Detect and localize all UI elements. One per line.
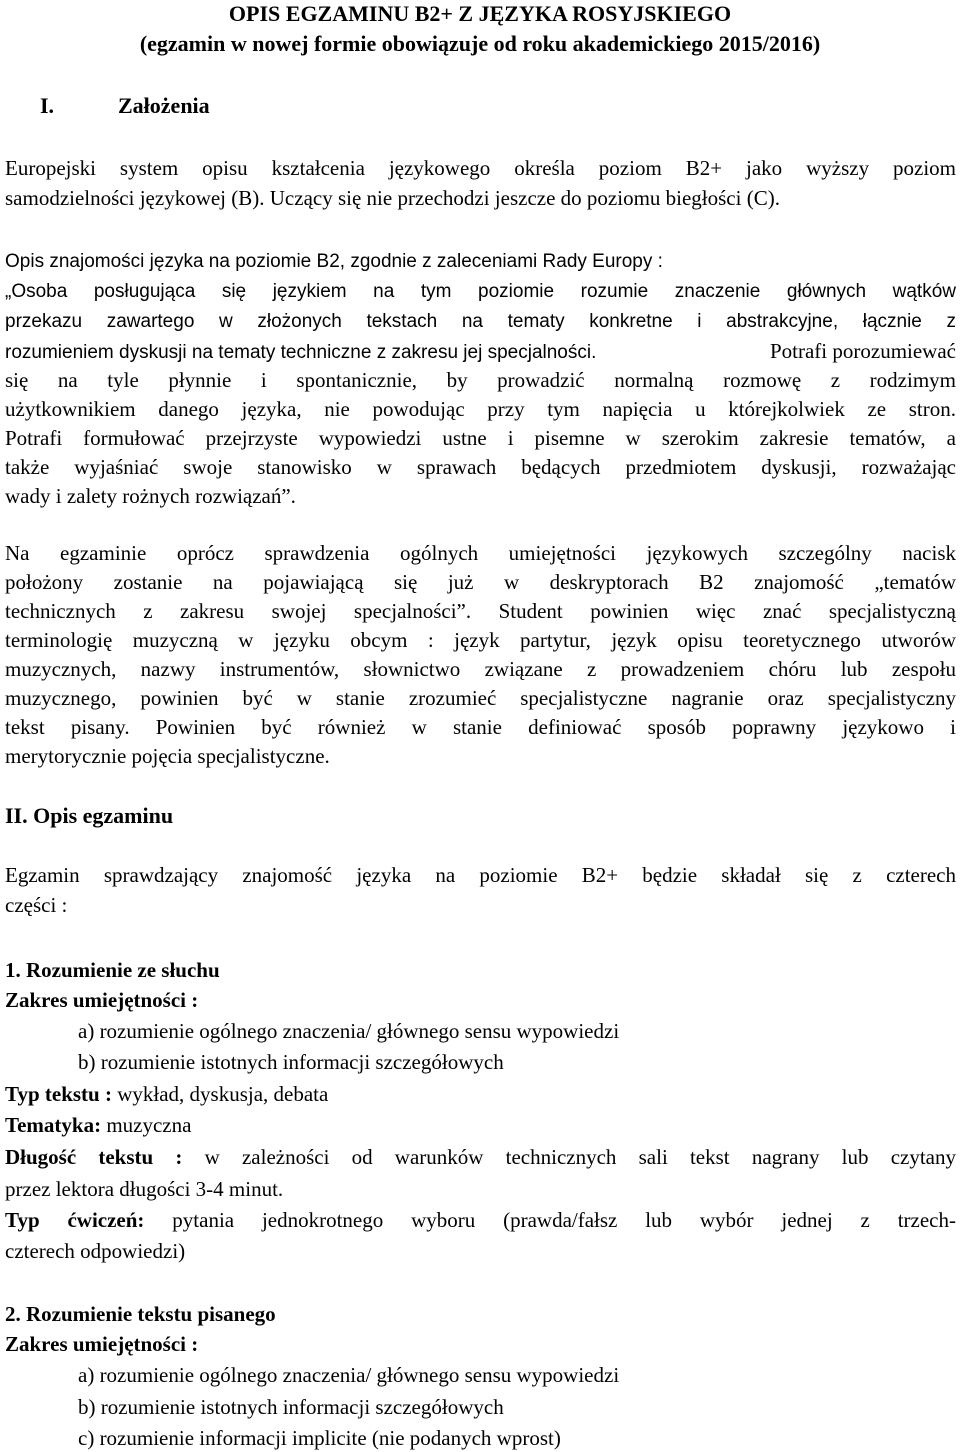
document-title: OPIS EGZAMINU B2+ Z JĘZYKA ROSYJSKIEGO [228, 1, 732, 26]
part-2-title: 2. Rozumienie tekstu pisanego [5, 1302, 276, 1326]
section-1-title: Założenia [118, 93, 210, 118]
part-2-scope-item: c) rozumienie informacji implicite (nie podanych wprost) [78, 1426, 561, 1450]
part-1-exercise-cont: czterech odpowiedzi) [5, 1239, 186, 1263]
part-1-topic [5, 1115, 191, 1136]
part-1-length-cont: przez lektora długości 3-4 minut. [5, 1177, 284, 1201]
section-2-title: II. Opis egzaminu [5, 803, 174, 828]
length-value: w zależności od warunków technicznych sali tekst nagrany lub czytany [182, 1145, 956, 1169]
council-line: się na tyle płynnie i spontanicznie, by prowadzić normalną rozmowę z rodzimym [5, 368, 956, 392]
exam-para-line: położony zostanie na pojawiającą się już w deskryptorach B2 znajomość „tematów [5, 570, 956, 594]
part-2-scope-label: Zakres umiejętności : [5, 1332, 199, 1356]
council-line: Potrafi formułować przejrzyste wypowiedzi ustne i pisemne w szerokim zakresie tematów, a [5, 426, 956, 450]
length-label: Długość tekstu : [5, 1145, 183, 1169]
exam-para-line: muzycznych, nazwy instrumentów, słownictwo związane z prowadzeniem chóru lub zespołu [5, 657, 956, 681]
part-1-scope-label: Zakres umiejętności : [5, 988, 199, 1012]
exam-para-line: muzycznego, powinien być w stanie zrozumieć specjalistyczne nagranie oraz specjalistyczny [5, 686, 956, 710]
council-line: Opis znajomości języka na poziomie B2, zgodnie z zaleceniami Rady Europy : [5, 251, 663, 272]
council-text-sans: rozumieniem dyskusji na tematy techniczne z zakresu jej specjalności. [5, 342, 597, 363]
text-type-value: wykład, dyskusja, debata [111, 1082, 329, 1106]
topic-value: muzyczna [101, 1113, 192, 1137]
council-line: „Osoba posługująca się językiem na tym poziomie rozumie znaczenie głównych wątków [5, 281, 956, 302]
part-1-length [5, 1147, 956, 1168]
exam-para-line: tekst pisany. Powinien być również w stanie definiować sposób poprawny językowo i [5, 715, 956, 739]
council-line: przekazu zawartego w złożonych tekstach na tematy konkretne i abstrakcyjne, łącznie z [5, 311, 956, 332]
part-1-exercise [5, 1210, 956, 1231]
document-subtitle: (egzamin w nowej formie obowiązuje od roku akademickiego 2015/2016) [139, 31, 821, 56]
part-1-text-type [5, 1084, 328, 1105]
exam-para-line: Na egzaminie oprócz sprawdzenia ogólnych umiejętności językowych szczególny nacisk [5, 541, 956, 565]
council-line: użytkownikiem danego języka, nie powodując przy tym napięcia u którejkolwiek ze stron. [5, 397, 956, 421]
exercise-value: pytania jednokrotnego wyboru (prawda/fałsz lub wybór jednej z trzech- [144, 1208, 956, 1232]
part-1-scope-item: b) rozumienie istotnych informacji szczegółowych [78, 1050, 504, 1074]
part-2-scope-item: a) rozumienie ogólnego znaczenia/ głównego sensu wypowiedzi [78, 1363, 620, 1387]
text-type-label: Typ tekstu : [5, 1082, 112, 1106]
exam-para-line: technicznych z zakresu swojej specjalności”. Student powinien więc znać specjalistyczną [5, 599, 956, 623]
intro-line: Europejski system opisu kształcenia językowego określa poziom B2+ jako wyższy poziom [5, 156, 956, 180]
part-1-scope-item: a) rozumienie ogólnego znaczenia/ głównego sensu wypowiedzi [78, 1019, 620, 1043]
intro-line: samodzielności językowej (B). Uczący się nie przechodzi jeszcze do poziomu biegłości (C). [5, 186, 780, 210]
section-2-intro-line: Egzamin sprawdzający znajomość języka na poziomie B2+ będzie składał się z czterech [5, 863, 956, 887]
council-line: także wyjaśniać swoje stanowisko w sprawach będących przedmiotem dyskusji, rozważając [5, 455, 956, 479]
topic-label: Tematyka: [5, 1113, 102, 1137]
council-line [5, 341, 956, 362]
exercise-label: Typ ćwiczeń: [5, 1208, 145, 1232]
section-2-intro-line: części : [5, 893, 68, 917]
part-2-scope-item: b) rozumienie istotnych informacji szczegółowych [78, 1395, 504, 1419]
exam-para-line: terminologię muzyczną w języku obcym : język partytur, język opisu teoretycznego utworów [5, 628, 956, 652]
council-text-serif: Potrafi porozumiewać [769, 339, 956, 363]
council-line: wady i zalety rożnych rozwiązań”. [5, 484, 296, 508]
part-1-title: 1. Rozumienie ze słuchu [5, 958, 220, 982]
exam-para-line: merytorycznie pojęcia specjalistyczne. [5, 744, 330, 768]
section-1-number: I. [40, 93, 55, 118]
